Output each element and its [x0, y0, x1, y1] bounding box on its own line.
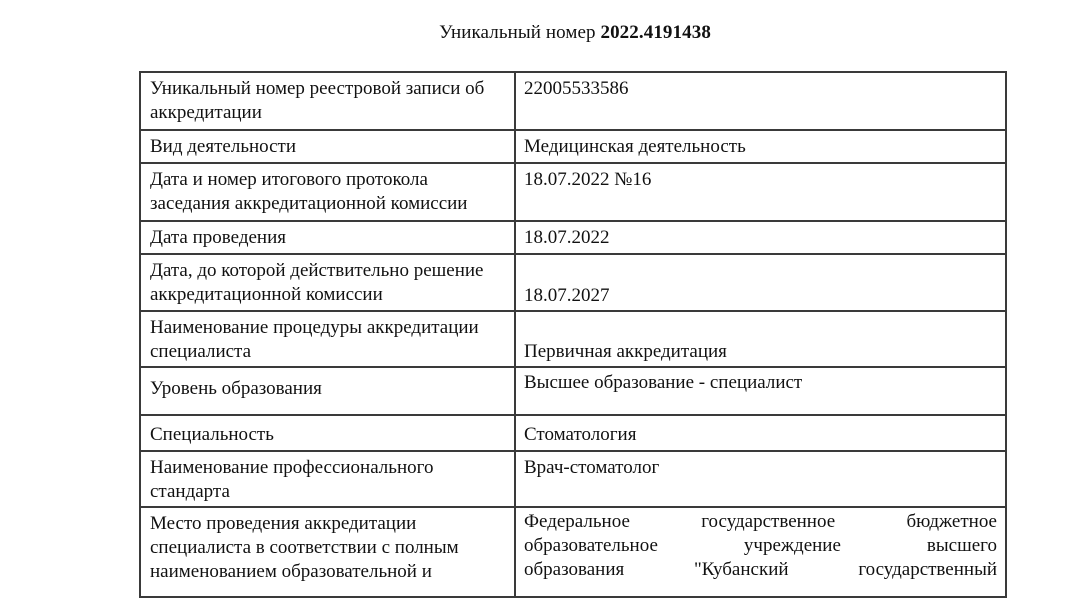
table-row	[140, 311, 1006, 367]
unique-number-value: 2022.4191438	[600, 22, 711, 43]
value-line: образовательное учреждение высшего	[524, 535, 997, 556]
table-row	[140, 507, 1006, 597]
row-key: Дата, до которой действительно решение аккредитационной комиссии	[140, 254, 515, 311]
table-row	[140, 451, 1006, 507]
table-row	[140, 221, 1006, 254]
row-key: Уровень образования	[140, 367, 515, 415]
row-value: Стоматология	[515, 415, 1006, 451]
table-row	[140, 72, 1006, 130]
row-value: 18.07.2022	[515, 221, 1006, 254]
row-value: Медицинская деятельность	[515, 130, 1006, 163]
row-value: 18.07.2027	[515, 254, 1006, 311]
unique-number-label: Уникальный номер	[439, 22, 596, 43]
accreditation-table	[139, 71, 1007, 598]
unique-number-heading	[0, 22, 1075, 44]
row-value: 22005533586	[515, 72, 1006, 130]
row-value: Врач-стоматолог	[515, 451, 1006, 507]
row-value: 18.07.2022 №16	[515, 163, 1006, 221]
row-key: Место проведения аккредитации специалиста в соответствии с полным наименованием образовательной и	[140, 507, 515, 597]
table-row	[140, 367, 1006, 415]
row-key: Наименование процедуры аккредитации специалиста	[140, 311, 515, 367]
row-key: Дата и номер итогового протокола заседания аккредитационной комиссии	[140, 163, 515, 221]
row-value: Первичная аккредитация	[515, 311, 1006, 367]
row-key: Специальность	[140, 415, 515, 451]
table-row	[140, 415, 1006, 451]
row-value: Высшее образование - специалист	[515, 367, 1006, 415]
table-row	[140, 130, 1006, 163]
value-line: Федеральное государственное бюджетное	[524, 511, 997, 532]
row-value	[515, 507, 1006, 597]
row-key: Дата проведения	[140, 221, 515, 254]
table-row	[140, 163, 1006, 221]
row-key: Наименование профессионального стандарта	[140, 451, 515, 507]
row-key: Уникальный номер реестровой записи об аккредитации	[140, 72, 515, 130]
row-key: Вид деятельности	[140, 130, 515, 163]
value-line: образования "Кубанский государственный	[524, 559, 997, 580]
table-row	[140, 254, 1006, 311]
